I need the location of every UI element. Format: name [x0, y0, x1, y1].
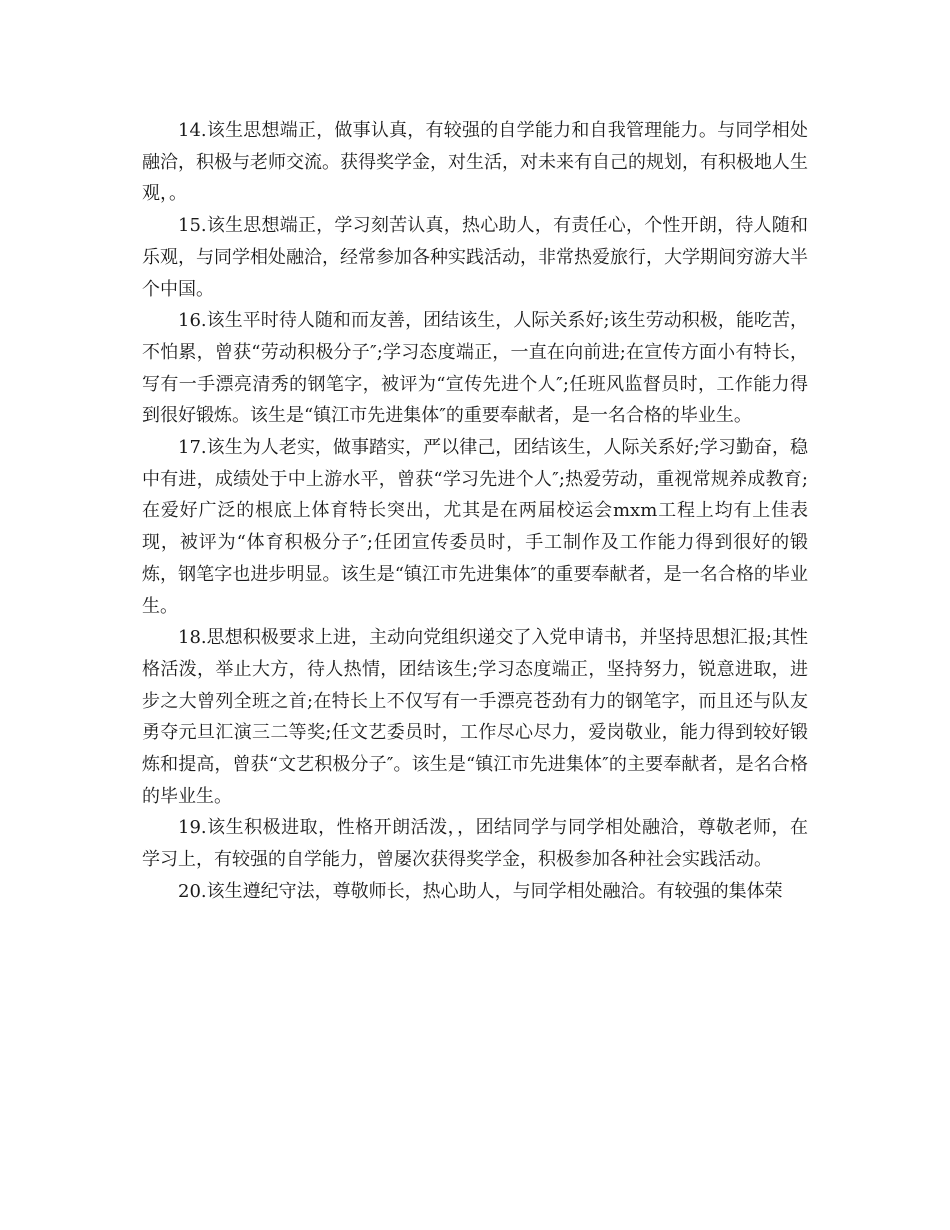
paragraph-16: 16.该生平时待人随和而友善，团结该生，人际关系好;该生劳动积极，能吃苦，不怕累，曾获“劳动积极分子″;学习态度端正，一直在向前进;在宣传方面小有特长，写有一手漂亮清秀的钢笔字，被评为“宣传先进个人″;任班风监督员时，工作能力得到很好锻炼。该生是“镇江市先进集体″的重要奉献者，是一名合格的毕业生。: [142, 310, 808, 427]
paragraph-18: 18.思想积极要求上进，主动向党组织递交了入党申请书，并坚持思想汇报;其性格活泼，举止大方，待人热情，团结该生;学习态度端正，坚持努力，锐意进取，进步之大曾列全班之首;在特长上不仅写有一手漂亮苍劲有力的钢笔字，而且还与队友勇夺元旦汇演三二等奖;任文艺委员时，工作尽心尽力，爱岗敬业，能力得到较好锻炼和提高，曾获“文艺积极分子″。该生是“镇江市先进集体″的主要奉献者，是名合格的毕业生。: [142, 627, 808, 807]
paragraph-14: 14.该生思想端正，做事认真，有较强的自学能力和自我管理能力。与同学相处融洽，积极与老师交流。获得奖学金，对生活，对未来有自己的规划，有积极地人生观，。: [142, 120, 808, 205]
paragraph-20: 20.该生遵纪守法，尊敬师长，热心助人，与同学相处融洽。有较强的集体荣: [178, 880, 783, 902]
paragraph-17: 17.该生为人老实，做事踏实，严以律己，团结该生，人际关系好;学习勤奋，稳中有进，成绩处于中上游水平，曾获“学习先进个人″;热爱劳动，重视常规养成教育;在爱好广泛的根底上体育特长突出，尤其是在两届校运会mxm工程上均有上佳表现，被评为“体育积极分子″;任团宣传委员时，手工制作及工作能力得到很好的锻炼，钢笔字也进步明显。该生是“镇江市先进集体″的重要奉献者，是一名合格的毕业生。: [142, 437, 808, 617]
paragraph-19: 19.该生积极进取，性格开朗活泼，，团结同学与同学相处融洽，尊敬老师，在学习上，有较强的自学能力，曾屡次获得奖学金，积极参加各种社会实践活动。: [142, 817, 808, 871]
document-body: [142, 115, 808, 908]
paragraph-15: 15.该生思想端正，学习刻苦认真，热心助人，有责任心，个性开朗，待人随和乐观，与同学相处融洽，经常参加各种实践活动，非常热爱旅行，大学期间穷游大半个中国。: [142, 215, 808, 300]
